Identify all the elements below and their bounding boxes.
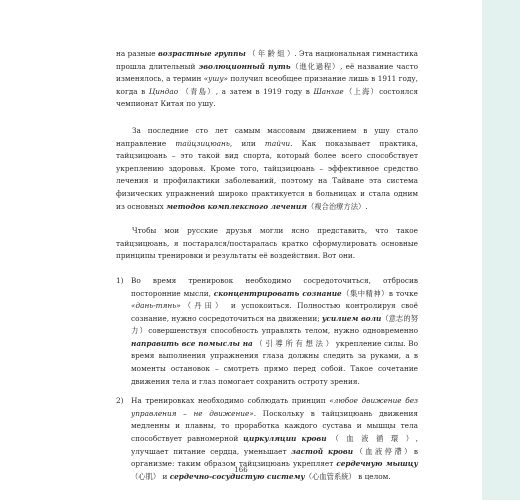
- text-run: За последние сто лет самым массовым движением в ушу стало направление: [116, 125, 418, 148]
- text-run: （青島）, а затем в 1919 году в: [178, 86, 314, 96]
- text-run: （ 引 導 所 有 想 法 ） укрепление силы. Во время выполнения упражнения глаза должны следить за руками, а в моменты остановок – смотреть прямо перед собой. Такое сочетание движения тела и глаз помогает сохранить остроту зрения.: [131, 338, 418, 386]
- text-run: （血液停滯）в организме: таким образом тайцзицюань укрепляет: [131, 446, 418, 469]
- list-item-number: 2): [116, 396, 124, 406]
- text-run: Чтобы мои русские друзья могли ясно представить, что такое тайцзицюань, я постарался/постаралась кратко сформулировать основные принципы тренировки и результаты её воздействия. Вот они.: [116, 226, 418, 261]
- italic-term: тайчи: [264, 138, 291, 148]
- paragraph: [116, 125, 418, 213]
- bold-italic-term: сердечно-сосудистую систему: [169, 471, 305, 481]
- text-run: получил всеобщее признание лишь в 1911 году, когда в: [116, 74, 418, 96]
- text-run: на разные: [116, 49, 158, 58]
- italic-term: «дань-тянь»: [131, 301, 181, 311]
- page-number: 166: [234, 466, 248, 474]
- side-color-band: [482, 0, 520, 500]
- text-run: . Поскольку в тайцзицюань движения медленны и плавны, то проработка каждого сустава и мышцы тела способствует равномерной: [131, 408, 418, 444]
- paragraph: [116, 225, 418, 263]
- text-run: （心肌） и: [131, 471, 170, 481]
- italic-term: Шанхае: [313, 86, 344, 96]
- bold-italic-term: сердечную мышцу: [336, 459, 419, 469]
- text-run: （ 年 齢 組 ）. Эта национальная гимнастика прошла длительный: [116, 49, 418, 71]
- text-run: （進化過程）, её название часто изменялось, а термин: [116, 61, 419, 84]
- text-run: （意志的努力）совершенствуя способность управлять телом, нужно одновременно: [131, 313, 418, 336]
- italic-term: Циндао: [148, 86, 179, 96]
- paragraph: [116, 48, 418, 111]
- text-run: . Как показывает практика, тайцзицюань – это такой вид спорта, который более всего способствует укреплению здоровья. Кроме того, тайцзицюань – эффективное средство лечения и профилактики заболеваний, поэтому на Тайване эта система физических упражнений широко практикуется в больницах и стала одним из основных: [116, 138, 418, 211]
- text-run: （心血管系統） в целом.: [304, 471, 391, 481]
- italic-term: «ушу»: [203, 74, 229, 84]
- list-item-number: 1): [116, 275, 124, 285]
- text-run: （ 血 液 循 環 ）, улучшает питание сердца, уменьшает: [131, 434, 418, 456]
- text-run: На тренировках необходимо соблюдать принцип: [131, 396, 330, 406]
- text-run: Во время тренировок необходимо сосредоточиться, отбросив посторонние мысли,: [131, 275, 418, 298]
- italic-term: «любое движение без управления – не движение»: [131, 396, 418, 418]
- list-item: [116, 275, 418, 388]
- text-run: , или: [229, 138, 265, 148]
- page-body: [116, 48, 418, 490]
- list-item-text: [131, 275, 418, 388]
- bold-italic-term: методов комплексного лечения: [166, 201, 307, 211]
- bold-italic-term: эволюционный путь: [198, 61, 291, 71]
- bold-italic-term: циркуляции крови: [243, 434, 327, 444]
- text-run: （集中精神）в точке: [341, 288, 418, 298]
- bold-italic-term: усилием воли: [322, 313, 382, 323]
- bold-italic-term: застой крови: [291, 446, 354, 456]
- text-run: （複合治療方法）.: [306, 201, 368, 211]
- italic-term: тайцзицюань: [175, 138, 230, 148]
- text-run: （丹田） и успокоиться. Полностью контролируя своё сознание, нужно сосредоточиться на движении;: [131, 301, 418, 323]
- bold-italic-term: сконцентрировать сознание: [213, 288, 342, 298]
- numbered-list: [116, 275, 418, 484]
- text-run: （上海）состоялся чемпионат Китая по ушу.: [116, 86, 419, 109]
- bold-italic-term: направить все помыслы на: [131, 338, 253, 348]
- bold-italic-term: возрастные группы: [157, 49, 246, 58]
